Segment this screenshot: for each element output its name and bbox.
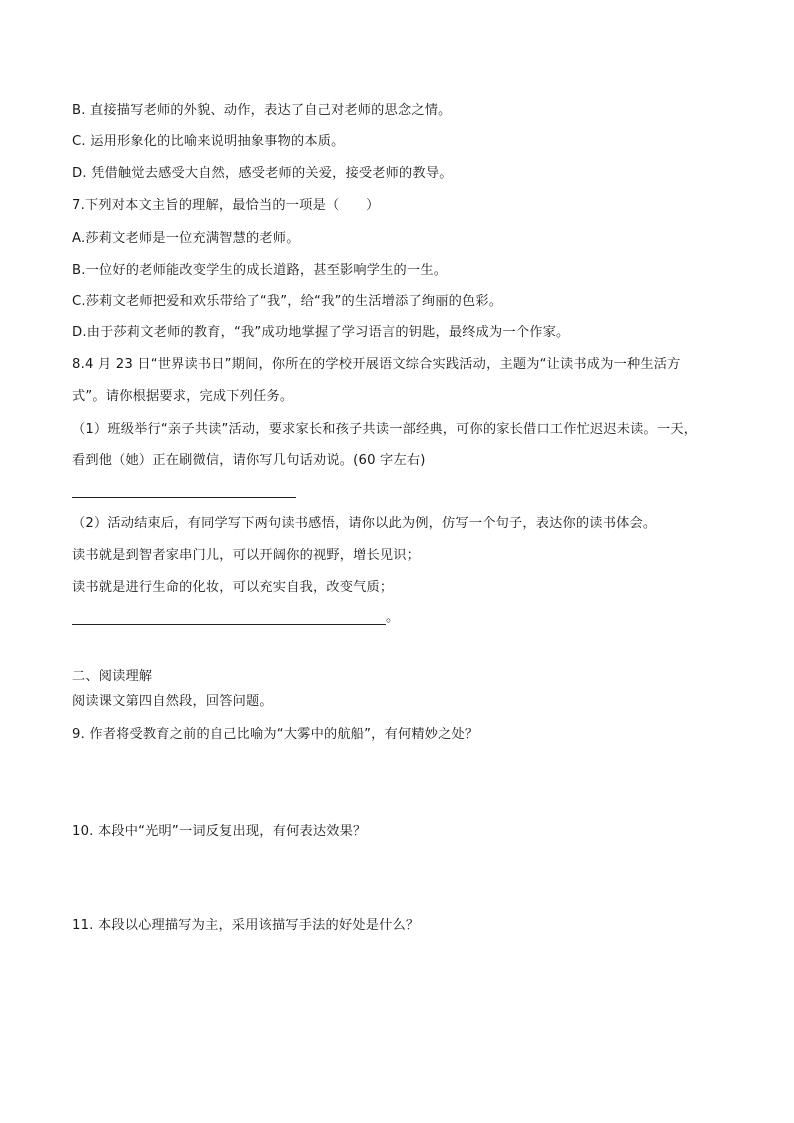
q8-stem-line2: 式”。请你根据要求，完成下列任务。 — [72, 389, 294, 404]
q7-option-a: A.莎莉文老师是一位充满智慧的老师。 — [72, 231, 300, 246]
q8-sub2-answer-line[interactable] — [72, 624, 386, 625]
q6-option-c: C. 运用形象化的比喻来说明抽象事物的本质。 — [72, 134, 345, 149]
q7-option-d: D.由于莎莉文老师的教育，“我”成功地掌握了学习语言的钥匙，最终成为一个作家。 — [72, 325, 570, 340]
q8-sub2-end-mark: 。 — [386, 610, 400, 625]
q8-sub1-line2: 看到他（她）正在刷微信，请你写几句话劝说。(60 字左右) — [72, 453, 426, 468]
q11-stem: 11. 本段以心理描写为主，采用该描写手法的好处是什么？ — [72, 918, 420, 933]
q8-sub1-answer-line[interactable] — [72, 497, 296, 498]
q10-stem: 10. 本段中“光明”一词反复出现，有何表达效果？ — [72, 824, 367, 839]
q7-stem: 7.下列对本文主旨的理解，最恰当的一项是（ ） — [72, 198, 380, 213]
q8-sub1-line1: （1）班级举行“亲子共读”活动，要求家长和孩子共读一部经典，可你的家长借口工作忙迟迟未读。一天， — [72, 422, 698, 437]
section2-heading: 二、阅读理解 — [72, 669, 153, 684]
q6-option-b: B. 直接描写老师的外貌、动作，表达了自己对老师的思念之情。 — [72, 103, 452, 118]
q7-option-c: C.莎莉文老师把爱和欢乐带给了“我”，给“我”的生活增添了绚丽的色彩。 — [72, 294, 503, 309]
q7-option-b: B.一位好的老师能改变学生的成长道路，甚至影响学生的一生。 — [72, 263, 448, 278]
q8-sub2-example2: 读书就是进行生命的化妆，可以充实自我，改变气质； — [72, 580, 394, 595]
q8-sub2-intro: （2）活动结束后，有同学写下两句读书感悟，请你以此为例，仿写一个句子，表达你的读书体会。 — [72, 516, 657, 531]
q8-stem-line1: 8.4 月 23 日“世界读书日”期间，你所在的学校开展语文综合实践活动，主题为“让读书成为一种生活方 — [72, 357, 681, 372]
q6-option-d: D. 凭借触觉去感受大自然，感受老师的关爱，接受老师的教导。 — [72, 166, 453, 181]
q8-sub2-example1: 读书就是到智者家串门儿，可以开阔你的视野，增长见识； — [72, 548, 421, 563]
section2-instruction: 阅读课文第四自然段，回答问题。 — [72, 694, 273, 709]
q9-stem: 9. 作者将受教育之前的自己比喻为“大雾中的航船”，有何精妙之处？ — [72, 727, 479, 742]
